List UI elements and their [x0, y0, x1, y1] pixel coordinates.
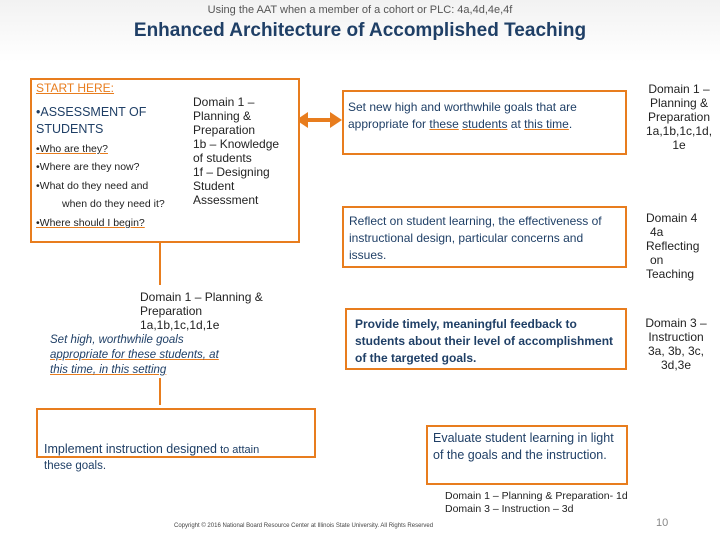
domain3-line: Instruction [648, 330, 704, 344]
start-domain-line: Preparation [193, 123, 256, 137]
reflect-text: Reflect on student learning, the effectiveness of instructional design, particular concerns and issues. [349, 214, 602, 262]
domain1-right-line: Preparation [647, 110, 711, 124]
implement-line2: these goals. [44, 460, 107, 472]
domain3-line: 3a, 3b, 3c, [647, 344, 705, 358]
start-here-heading: START HERE: [36, 81, 115, 95]
page-title: Enhanced Architecture of Accomplished Teaching [133, 20, 587, 41]
evaluate-text: Evaluate student learning in light of the goals and the instruction. [433, 431, 614, 462]
domain4-line: Domain 4 [646, 211, 698, 225]
domain3-line: 3d,3e [660, 358, 692, 372]
implement-small: to attain [217, 444, 260, 456]
domain4-line: on [650, 253, 664, 267]
question-need: •What do they need and [36, 180, 149, 192]
center-italic-line: Set high, worthwhile goals [50, 334, 184, 346]
set-goals-these: these [429, 117, 459, 131]
question-who: •Who are they? [36, 143, 108, 155]
set-goals-this-time: this time [524, 117, 569, 131]
start-domain-line: Domain 1 – [193, 95, 255, 109]
start-domain-line: Student [193, 179, 235, 193]
center-italic-line: this time, in this setting [50, 364, 167, 376]
bottom-domain-3: Domain 3 – Instruction – 3d [445, 503, 574, 515]
domain1-right-line: 1a,1b,1c,1d, [645, 124, 713, 138]
center-domain-line: Domain 1 – Planning & [140, 290, 263, 304]
start-domain-line: 1b – Knowledge [193, 137, 280, 151]
start-domain-list [193, 95, 293, 207]
domain4-line: 4a [650, 225, 664, 239]
domain3-line: Domain 3 – [645, 316, 707, 330]
copyright-text: Copyright © 2016 National Board Resource Center at Illinois State University. All Rights Reserved [174, 523, 434, 529]
feedback-text: Provide timely, meaningful feedback to students about their level of accomplishment of the targeted goals. [355, 317, 614, 365]
set-goals-at: at [507, 117, 525, 131]
start-domain-line: 1f – Designing [193, 165, 270, 179]
start-domain-line: Planning & [193, 109, 252, 123]
domain3-label [638, 316, 714, 372]
domain4-line: Reflecting [646, 239, 700, 253]
domain1-right-line: Planning & [649, 96, 709, 110]
domain1-right-line: Domain 1 – [648, 82, 710, 96]
set-goals-text [348, 99, 624, 133]
header-subtitle: Using the AAT when a member of a cohort or PLC: 4a,4d,4e,4f [207, 4, 513, 16]
question-where-now: •Where are they now? [36, 161, 140, 173]
set-goals-students: students [462, 117, 508, 131]
set-goals-prefix: Set new high and worthwhile goals that are appropriate for [348, 100, 577, 131]
start-domain-line: Assessment [193, 193, 259, 207]
page-number: 10 [656, 517, 669, 529]
center-italic-line: appropriate for these students, at [50, 349, 219, 361]
center-goals-italic [50, 333, 300, 378]
question-begin: •Where should I begin? [36, 217, 145, 229]
assessment-heading: •ASSESSMENT OF STUDENTS [36, 105, 147, 136]
domain1-right-label [638, 82, 720, 152]
implement-text [44, 441, 314, 474]
domain4-line: Teaching [646, 267, 695, 281]
arrow-start-to-goals [296, 112, 342, 128]
center-domain-text [140, 290, 310, 332]
implement-main: Implement instruction designed [44, 442, 218, 456]
start-domain-line: of students [193, 151, 252, 165]
question-when: when do they need it? [62, 198, 165, 210]
domain4-label [640, 211, 712, 281]
set-goals-suffix: . [568, 117, 573, 131]
domain1-right-line: 1e [672, 138, 686, 152]
bottom-domain-1: Domain 1 – Planning & Preparation- 1d [445, 490, 628, 502]
center-domain-line: 1a,1b,1c,1d,1e [140, 318, 220, 332]
center-domain-line: Preparation [140, 304, 203, 318]
